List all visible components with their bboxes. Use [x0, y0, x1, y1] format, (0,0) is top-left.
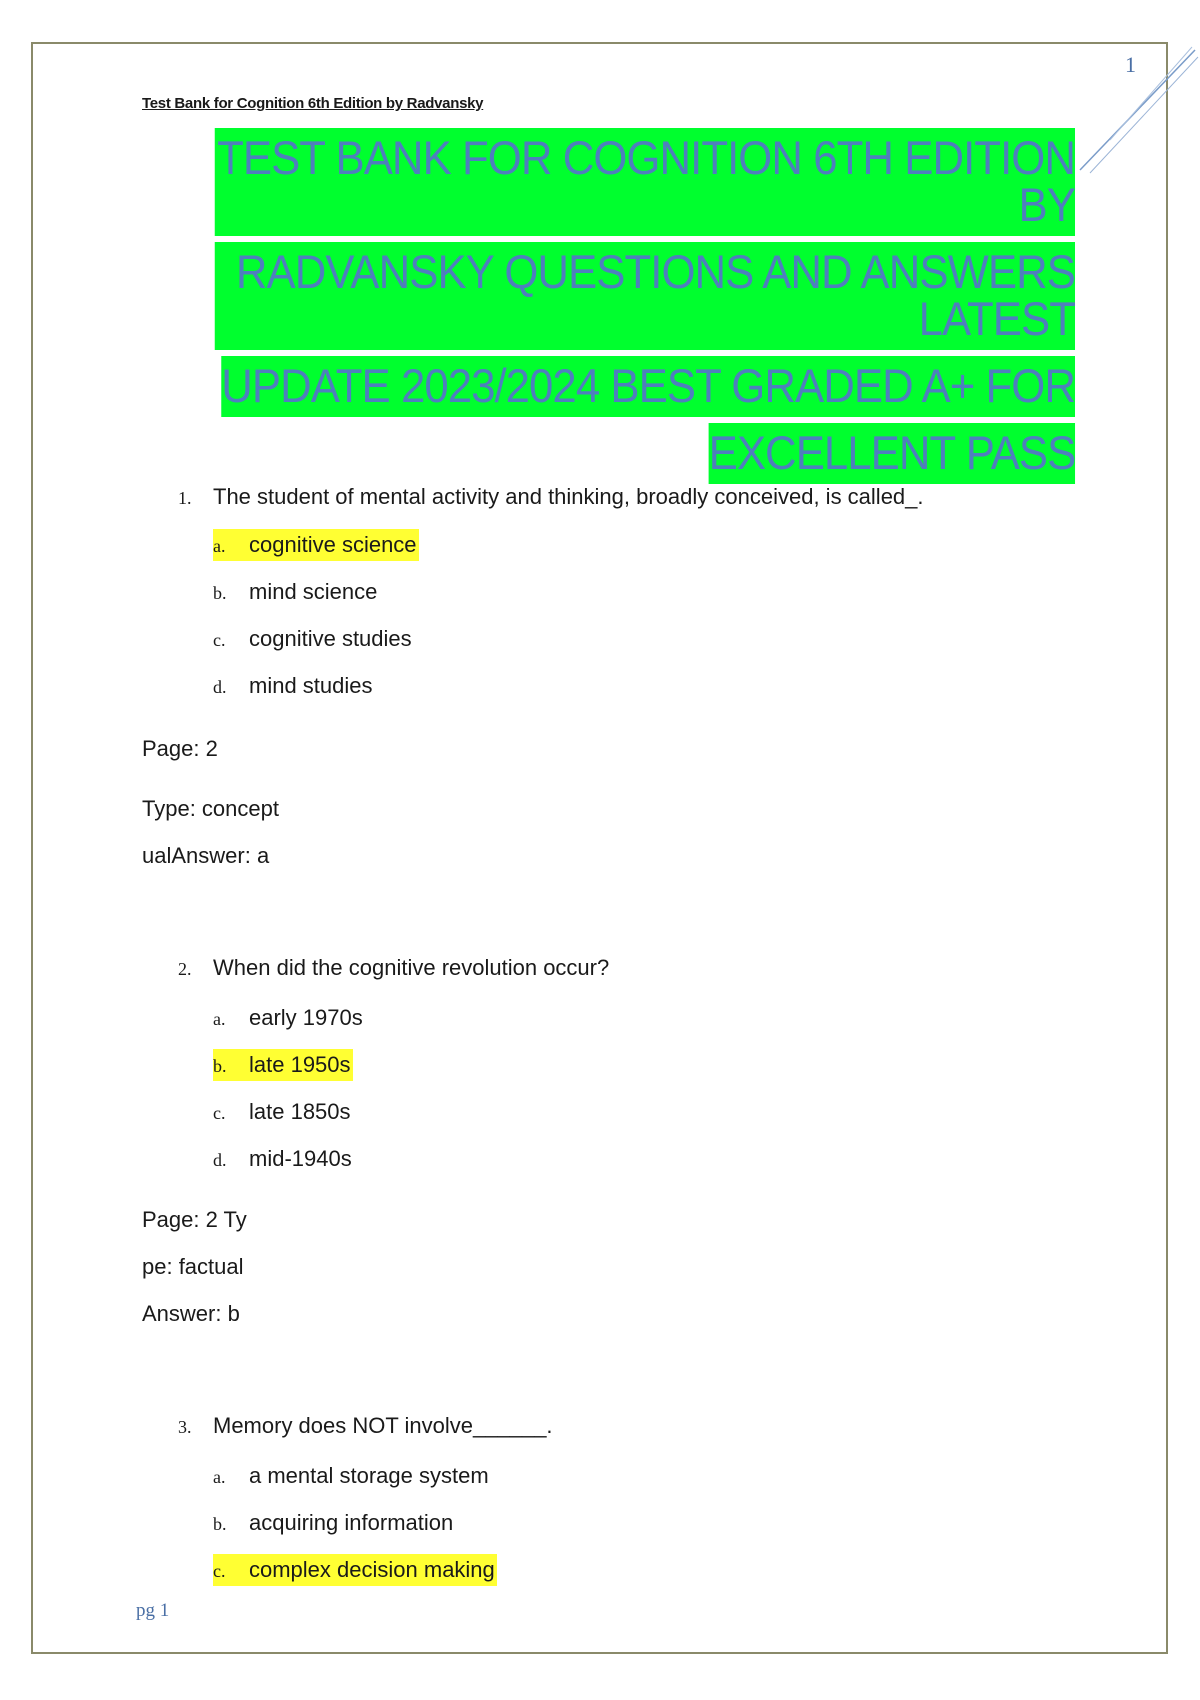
- option-3b: [213, 1507, 455, 1539]
- document-title: [150, 128, 1075, 490]
- option-2c: [213, 1096, 353, 1128]
- question-2: [178, 955, 609, 981]
- question-meta: Page: 2 Ty: [142, 1207, 247, 1232]
- option-text: cognitive studies: [249, 626, 412, 651]
- option-2b: [213, 1049, 353, 1081]
- option-text: mind science: [249, 579, 378, 604]
- option-text: cognitive science: [249, 532, 417, 557]
- running-header: Test Bank for Cognition 6th Edition by Radvansky: [142, 95, 484, 112]
- option-1a: [213, 529, 419, 561]
- question-1: [178, 484, 924, 510]
- option-text: late 1950s: [249, 1052, 351, 1077]
- page-number: 1: [1125, 52, 1136, 77]
- option-2d: [213, 1143, 354, 1175]
- option-text: mid-1940s: [249, 1146, 352, 1171]
- page-footer: pg 1: [136, 1600, 170, 1621]
- title-line: UPDATE 2023/2024 BEST GRADED A+ FOR: [221, 356, 1075, 417]
- option-text: complex decision making: [249, 1557, 495, 1582]
- question-number: 3.: [178, 1417, 192, 1437]
- question-meta: Type: concept: [142, 796, 279, 821]
- option-text: mind studies: [249, 673, 373, 698]
- option-text: late 1850s: [249, 1099, 351, 1124]
- option-1b: [213, 576, 379, 608]
- question-text: The student of mental activity and thinking, broadly conceived, is called_.: [213, 484, 924, 509]
- option-letter: c.: [213, 1561, 226, 1581]
- option-2a: [213, 1002, 365, 1034]
- title-line: TEST BANK FOR COGNITION 6TH EDITION BY: [215, 128, 1075, 236]
- option-letter: b.: [213, 1056, 227, 1076]
- title-line: RADVANSKY QUESTIONS AND ANSWERS LATEST: [215, 242, 1075, 350]
- option-text: early 1970s: [249, 1005, 363, 1030]
- question-text: When did the cognitive revolution occur?: [213, 955, 610, 980]
- question-meta: ualAnswer: a: [142, 843, 270, 868]
- option-text: acquiring information: [249, 1510, 454, 1535]
- option-letter: c.: [213, 630, 226, 650]
- question-meta: Page: 2: [142, 736, 218, 761]
- question-number: 2.: [178, 959, 192, 979]
- option-letter: a.: [213, 1467, 226, 1487]
- option-text: a mental storage system: [249, 1463, 489, 1488]
- question-number: 1.: [178, 488, 192, 508]
- option-3a: [213, 1460, 491, 1492]
- option-1d: [213, 670, 375, 702]
- option-letter: d.: [213, 1150, 227, 1170]
- option-letter: c.: [213, 1103, 226, 1123]
- option-letter: b.: [213, 1514, 227, 1534]
- option-letter: a.: [213, 536, 226, 556]
- question-meta: Answer: b: [142, 1301, 240, 1326]
- question-text: Memory does NOT involve______.: [213, 1413, 553, 1438]
- question-meta: pe: factual: [142, 1254, 244, 1279]
- question-3: [178, 1413, 553, 1439]
- option-1c: [213, 623, 414, 655]
- option-letter: d.: [213, 677, 227, 697]
- option-letter: a.: [213, 1009, 226, 1029]
- title-line: EXCELLENT PASS: [708, 423, 1075, 484]
- option-3c: [213, 1554, 497, 1586]
- option-letter: b.: [213, 583, 227, 603]
